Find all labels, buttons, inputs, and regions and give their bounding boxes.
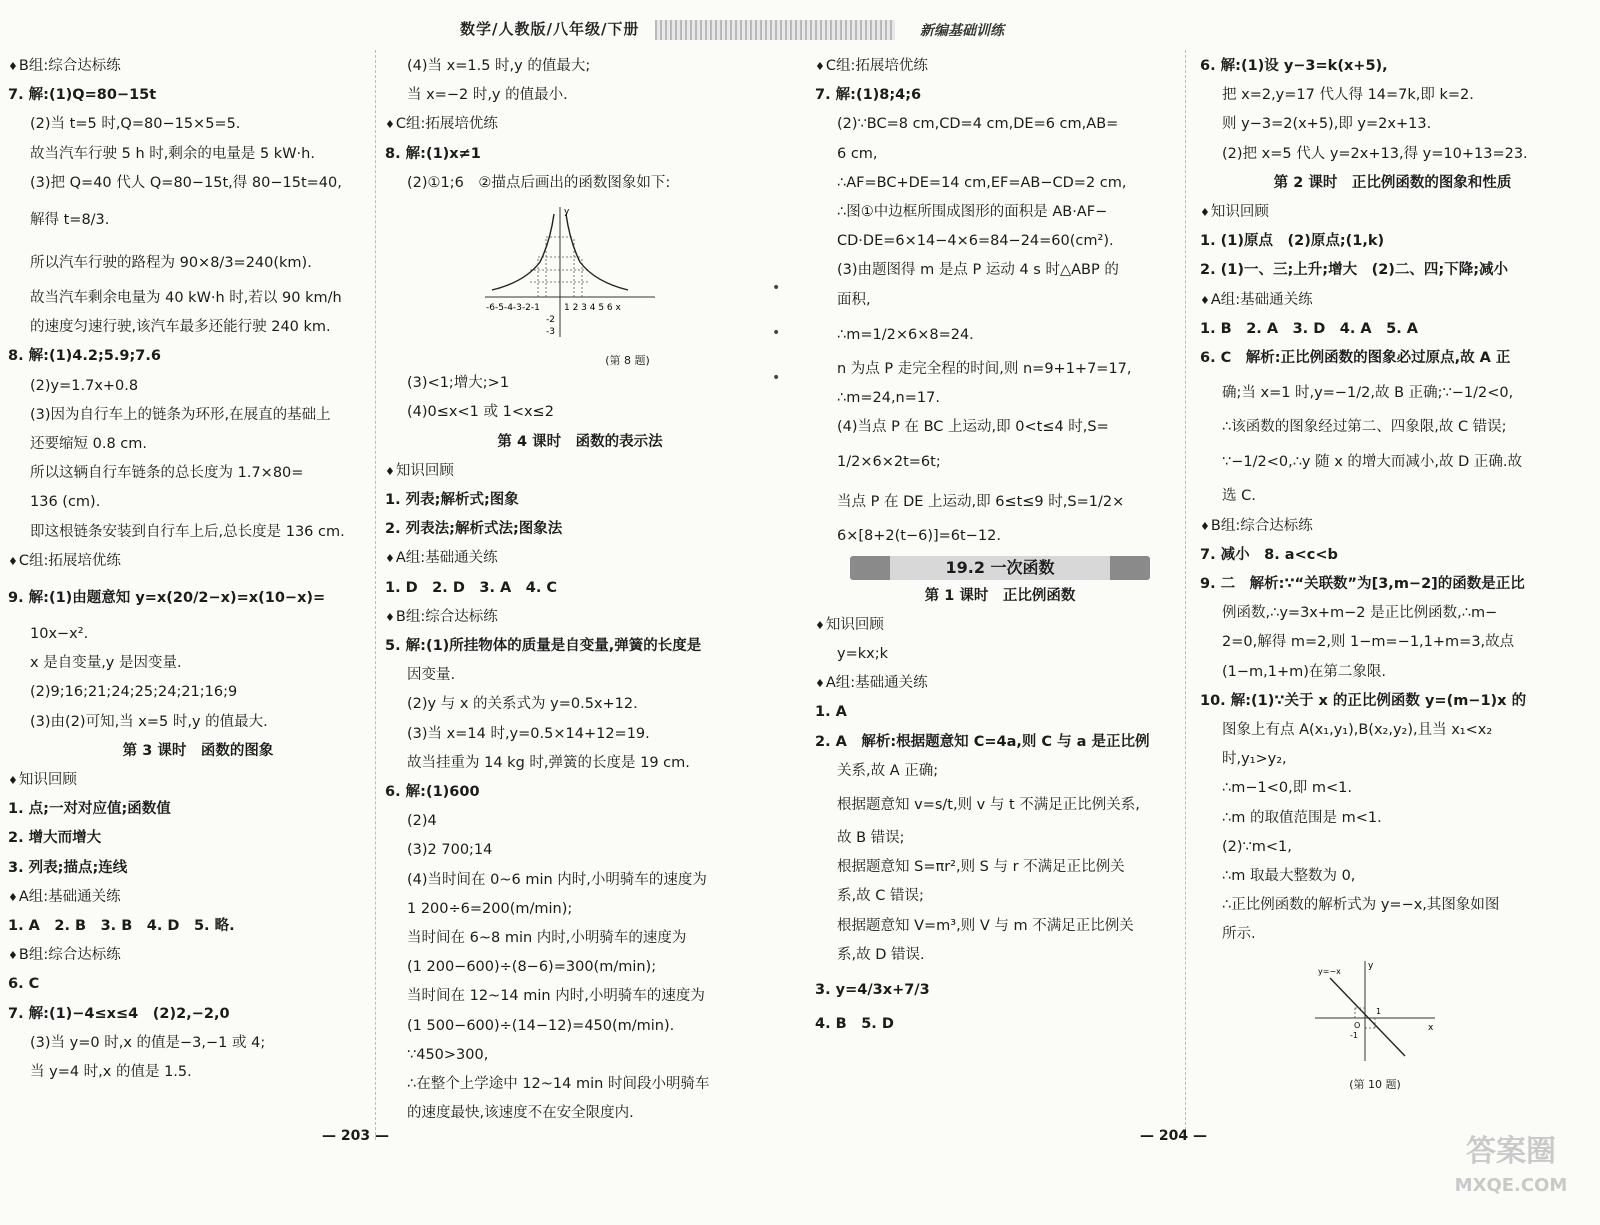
answer-line: (1 500−600)÷(14−12)=450(m/min). [407, 1017, 675, 1034]
answer-line: (3)由题图得 m 是点 P 运动 4 s 时△ABP 的 [837, 262, 1119, 279]
answer-line: 6. C 解析:正比例函数的图象必过原点,故 A 正 [1200, 350, 1511, 367]
answer-line: 10. 解:(1)∵关于 x 的正比例函数 y=(m−1)x 的 [1200, 692, 1527, 709]
answer-line: (2)∵m<1, [1222, 838, 1292, 855]
header-decoration [655, 20, 895, 40]
answer-line: 2=0,解得 m=2,则 1−m=−1,1+m=3,故点 [1222, 634, 1515, 651]
answer-line: 1. 点;一对对应值;函数值 [8, 801, 171, 818]
answer-line: (2)把 x=5 代人 y=2x+13,得 y=10+13=23. [1222, 145, 1528, 162]
answer-line: 3. y=4/3x+7/3 [815, 982, 930, 999]
svg-text:1: 1 [1376, 1006, 1382, 1016]
answer-line: 7. 减小 8. a<c<b [1200, 546, 1338, 563]
section-heading: ♦ A组:基础通关练 [8, 883, 388, 912]
answer-line: 1. A 2. B 3. B 4. D 5. 略. [8, 918, 235, 935]
column-1 [8, 52, 388, 1087]
section-heading: ♦ A组:基础通关练 [815, 669, 1185, 698]
answer-line: ∴AF=BC+DE=14 cm,EF=AB−CD=2 cm, [837, 174, 1127, 191]
watermark-logo: 答案圈 [1466, 1134, 1556, 1169]
svg-text:y: y [1368, 960, 1374, 971]
answer-line: n 为点 P 走完全程的时间,则 n=9+1+7=17, [837, 360, 1132, 377]
margin-dot: • [772, 280, 781, 296]
answer-line: 136 (cm). [30, 494, 101, 511]
answer-line: (4)当点 P 在 BC 上运动,即 0<t≤4 时,S= [837, 419, 1109, 436]
watermark [1436, 1135, 1586, 1215]
margin-dot: • [772, 325, 781, 341]
answer-line: 因变量. [407, 667, 456, 684]
answer-line: 故当汽车剩余电量为 40 kW·h 时,若以 90 km/h [30, 290, 342, 307]
answer-line: 9. 二 解析:∵“关联数”为[3,m−2]的函数是正比 [1200, 576, 1525, 593]
section-heading: ♦ 知识回顾 [385, 457, 775, 486]
answer-line: 4. B 5. D [815, 1016, 894, 1033]
answer-line: (2)∵BC=8 cm,CD=4 cm,DE=6 cm,AB= [837, 116, 1119, 133]
figure-caption: (第 8 题) [605, 354, 650, 368]
answer-line: 6. C [8, 976, 40, 993]
header-brand: 新编基础训练 [920, 23, 1004, 39]
section-heading: ♦ B组:综合达标练 [8, 941, 388, 970]
svg-text:O: O [1354, 1020, 1361, 1030]
answer-line: 根据题意知 V=m³,则 V 与 m 不满足正比例关 [837, 917, 1134, 934]
answer-line: (3)2 700;14 [407, 842, 493, 859]
answer-line: (2)4 [407, 813, 437, 830]
answer-line: 所以这辆自行车链条的总长度为 1.7×80= [30, 465, 304, 482]
answer-line: 故 B 错误; [837, 830, 905, 847]
answer-line: 1. A [815, 704, 847, 721]
answer-line: 的速度最快,该速度不在安全限度内. [407, 1105, 634, 1122]
answer-line: x 是自变量,y 是因变量. [30, 655, 182, 672]
answer-line: (2)9;16;21;24;25;24;21;16;9 [30, 684, 238, 701]
section-heading: ♦ A组:基础通关练 [385, 544, 775, 573]
chapter-banner: 19.2 一次函数 [850, 556, 1150, 580]
answer-line: 1. (1)原点 (2)原点;(1,k) [1200, 233, 1385, 250]
answer-line: (2)当 t=5 时,Q=80−15×5=5. [30, 116, 241, 133]
answer-line: (3)当 y=0 时,x 的值是−3,−1 或 4; [30, 1034, 266, 1051]
answer-line: 所以汽车行驶的路程为 90×8/3=240(km). [30, 255, 312, 272]
answer-line: 故当挂重为 14 kg 时,弹簧的长度是 19 cm. [407, 754, 690, 771]
answer-line: ∴m=1/2×6×8=24. [837, 326, 974, 343]
answer-line: 还要缩短 0.8 cm. [30, 436, 147, 453]
answer-line: 确;当 x=1 时,y=−1/2,故 B 正确;∵−1/2<0, [1222, 385, 1514, 402]
answer-line: 所示. [1222, 926, 1256, 943]
answer-line: 7. 解:(1)Q=80−15t [8, 87, 157, 104]
answer-line: 1. 列表;解析式;图象 [385, 492, 519, 509]
answer-line: 的速度匀速行驶,该汽车最多还能行驶 240 km. [30, 319, 331, 336]
section-heading: ♦ B组:综合达标练 [385, 603, 775, 632]
answer-line: 例函数,∴y=3x+m−2 是正比例函数,∴m− [1222, 605, 1498, 622]
answer-line: 6. 解:(1)600 [385, 784, 480, 801]
answer-line: 故当汽车行驶 5 h 时,剩余的电量是 5 kW·h. [30, 145, 315, 162]
answer-line: ∴在整个上学途中 12~14 min 时间段小明骑车 [407, 1076, 710, 1093]
lesson-title: 第 4 课时 函数的表示法 [497, 433, 663, 450]
figure-caption: (第 10 题) [1349, 1077, 1401, 1091]
answer-line: (3)把 Q=40 代人 Q=80−15t,得 80−15t=40, [30, 174, 342, 191]
answer-line: ∴正比例函数的解析式为 y=−x,其图象如图 [1222, 897, 1500, 914]
answer-line: ∴m=24,n=17. [837, 390, 940, 407]
function-graph [480, 202, 660, 342]
answer-line: 当 y=4 时,x 的值是 1.5. [30, 1064, 192, 1081]
answer-line: 即这根链条安装到自行车上后,总长度是 136 cm. [30, 523, 345, 540]
answer-line: 10x−x². [30, 626, 89, 643]
answer-line: 把 x=2,y=17 代人得 14=7k,即 k=2. [1222, 87, 1474, 104]
answer-line: (1−m,1+m)在第二象限. [1222, 663, 1387, 680]
line-label: y=−x [1318, 966, 1341, 976]
answer-line: ∴该函数的图象经过第二、四象限,故 C 错误; [1222, 419, 1507, 436]
answer-line: 系,故 D 错误. [837, 946, 925, 963]
answer-line: 8. 解:(1)x≠1 [385, 145, 481, 162]
lesson-title: 第 3 课时 函数的图象 [122, 742, 274, 759]
answer-line: (2)y=1.7x+0.8 [30, 377, 139, 394]
answer-line: 2. 列表法;解析式法;图象法 [385, 521, 563, 538]
column-4 [1200, 52, 1585, 1093]
figure-8 [480, 202, 775, 369]
column-2 [385, 52, 775, 1129]
section-heading: ♦ B组:综合达标练 [8, 52, 388, 81]
column-3 [815, 52, 1185, 1039]
section-heading: ♦ B组:综合达标练 [1200, 512, 1585, 541]
answer-line: 当点 P 在 DE 上运动,即 6≤t≤9 时,S=1/2× [837, 494, 1125, 511]
answer-line: 面积, [837, 291, 871, 308]
section-heading: ♦ 知识回顾 [815, 611, 1185, 640]
answer-line: 7. 解:(1)−4≤x≤4 (2)2,−2,0 [8, 1005, 230, 1022]
answer-line: (2)①1;6 ②描点后画出的函数图象如下: [407, 174, 671, 191]
answer-line: 关系,故 A 正确; [837, 762, 939, 779]
figure-10 [1310, 956, 1585, 1093]
column-divider [1185, 50, 1186, 1140]
answer-line: 5. 解:(1)所挂物体的质量是自变量,弹簧的长度是 [385, 638, 702, 655]
page-number-left: — 203 — [322, 1128, 389, 1144]
svg-text:-6-5-4-3-2-1: -6-5-4-3-2-1 [486, 303, 540, 314]
answer-line: 系,故 C 错误; [837, 888, 924, 905]
section-heading: ♦ A组:基础通关练 [1200, 286, 1585, 315]
watermark-url: MXQE.COM [1454, 1175, 1568, 1196]
answer-line: ∴m−1<0,即 m<1. [1222, 780, 1352, 797]
answer-line: (2)y 与 x 的关系式为 y=0.5x+12. [407, 696, 638, 713]
answer-line: CD·DE=6×14−4×6=84−24=60(cm²). [837, 233, 1114, 250]
section-heading: ♦ C组:拓展培优练 [385, 110, 775, 139]
answer-line: 3. 列表;描点;连线 [8, 859, 128, 876]
answer-line: y=kx;k [837, 646, 888, 663]
answer-line: 选 C. [1222, 488, 1256, 505]
answer-line: 则 y−3=2(x+5),即 y=2x+13. [1222, 116, 1432, 133]
answer-line: 时,y₁>y₂, [1222, 751, 1287, 768]
answer-line: (4)当 x=1.5 时,y 的值最大; [407, 58, 591, 74]
svg-text:x: x [1428, 1022, 1434, 1033]
answer-line: 1. D 2. D 3. A 4. C [385, 579, 558, 596]
answer-line: (1 200−600)÷(8−6)=300(m/min); [407, 959, 657, 976]
answer-line: 解得 t=8/3. [30, 212, 110, 229]
answer-line: 2. (1)一、三;上升;增大 (2)二、四;下降;减小 [1200, 262, 1509, 279]
page-header [0, 8, 1600, 42]
page-number-right: — 204 — [1140, 1128, 1207, 1144]
answer-line: 当 x=−2 时,y 的值最小. [407, 87, 568, 104]
answer-line: ∵450>300, [407, 1046, 489, 1063]
section-heading: ♦ C组:拓展培优练 [815, 52, 1185, 81]
answer-line: 6. 解:(1)设 y−3=k(x+5), [1200, 58, 1388, 74]
answer-line: 6 cm, [837, 145, 878, 162]
answer-line: 1/2×6×2t=6t; [837, 454, 941, 471]
section-heading: ♦ C组:拓展培优练 [8, 547, 388, 576]
answer-line: 8. 解:(1)4.2;5.9;7.6 [8, 348, 161, 365]
answer-line: ∵−1/2<0,∴y 随 x 的增大而减小,故 D 正确.故 [1222, 454, 1523, 471]
answer-line: (4)0≤x<1 或 1<x≤2 [407, 404, 554, 421]
answer-line: (3)由(2)可知,当 x=5 时,y 的值最大. [30, 713, 268, 730]
answer-line: (4)当时间在 0~6 min 内时,小明骑车的速度为 [407, 871, 707, 888]
answer-line: (3)当 x=14 时,y=0.5×14+12=19. [407, 725, 650, 742]
answer-line: ∴图①中边框所围成图形的面积是 AB·AF− [837, 204, 1108, 221]
svg-text:-3: -3 [546, 327, 555, 338]
answer-line: 9. 解:(1)由题意知 y=x(20/2−x)=x(10−x)= [8, 590, 326, 607]
answer-line: 1. B 2. A 3. D 4. A 5. A [1200, 320, 1418, 337]
answer-line: ∴m 的取值范围是 m<1. [1222, 809, 1382, 826]
svg-text:1 2 3 4 5 6 x: 1 2 3 4 5 6 x [564, 303, 621, 314]
answer-line: ∴m 取最大整数为 0, [1222, 868, 1356, 885]
section-heading: ♦ 知识回顾 [1200, 198, 1585, 227]
lesson-title: 第 2 课时 正比例函数的图象和性质 [1273, 174, 1512, 191]
answer-line: 7. 解:(1)8;4;6 [815, 87, 922, 104]
section-heading: ♦ 知识回顾 [8, 766, 388, 795]
answer-line: 当时间在 6~8 min 内时,小明骑车的速度为 [407, 930, 687, 947]
answer-line: 当时间在 12~14 min 内时,小明骑车的速度为 [407, 988, 705, 1005]
answer-line: (3)<1;增大;>1 [407, 375, 510, 392]
svg-text:y: y [564, 207, 570, 218]
answer-line: 2. 增大而增大 [8, 830, 102, 847]
answer-line: 根据题意知 S=πr²,则 S 与 r 不满足正比例关 [837, 859, 1125, 876]
margin-dot: • [772, 370, 781, 386]
answer-line: 图象上有点 A(x₁,y₁),B(x₂,y₂),且当 x₁<x₂ [1222, 722, 1493, 739]
svg-text:-1: -1 [1350, 1030, 1358, 1040]
line-graph [1310, 956, 1440, 1066]
answer-line: 1 200÷6=200(m/min); [407, 900, 573, 917]
svg-text:-2: -2 [546, 315, 555, 326]
answer-line: (3)因为自行车上的链条为环形,在展直的基础上 [30, 406, 331, 423]
header-title: 数学/人教版/八年级/下册 [460, 20, 640, 38]
answer-line: 2. A 解析:根据题意知 C=4a,则 C 与 a 是正比例 [815, 733, 1150, 750]
lesson-title: 第 1 课时 正比例函数 [924, 587, 1076, 604]
answer-line: 6×[8+2(t−6)]=6t−12. [837, 528, 1001, 545]
answer-line: 根据题意知 v=s/t,则 v 与 t 不满足正比例关系, [837, 797, 1140, 814]
